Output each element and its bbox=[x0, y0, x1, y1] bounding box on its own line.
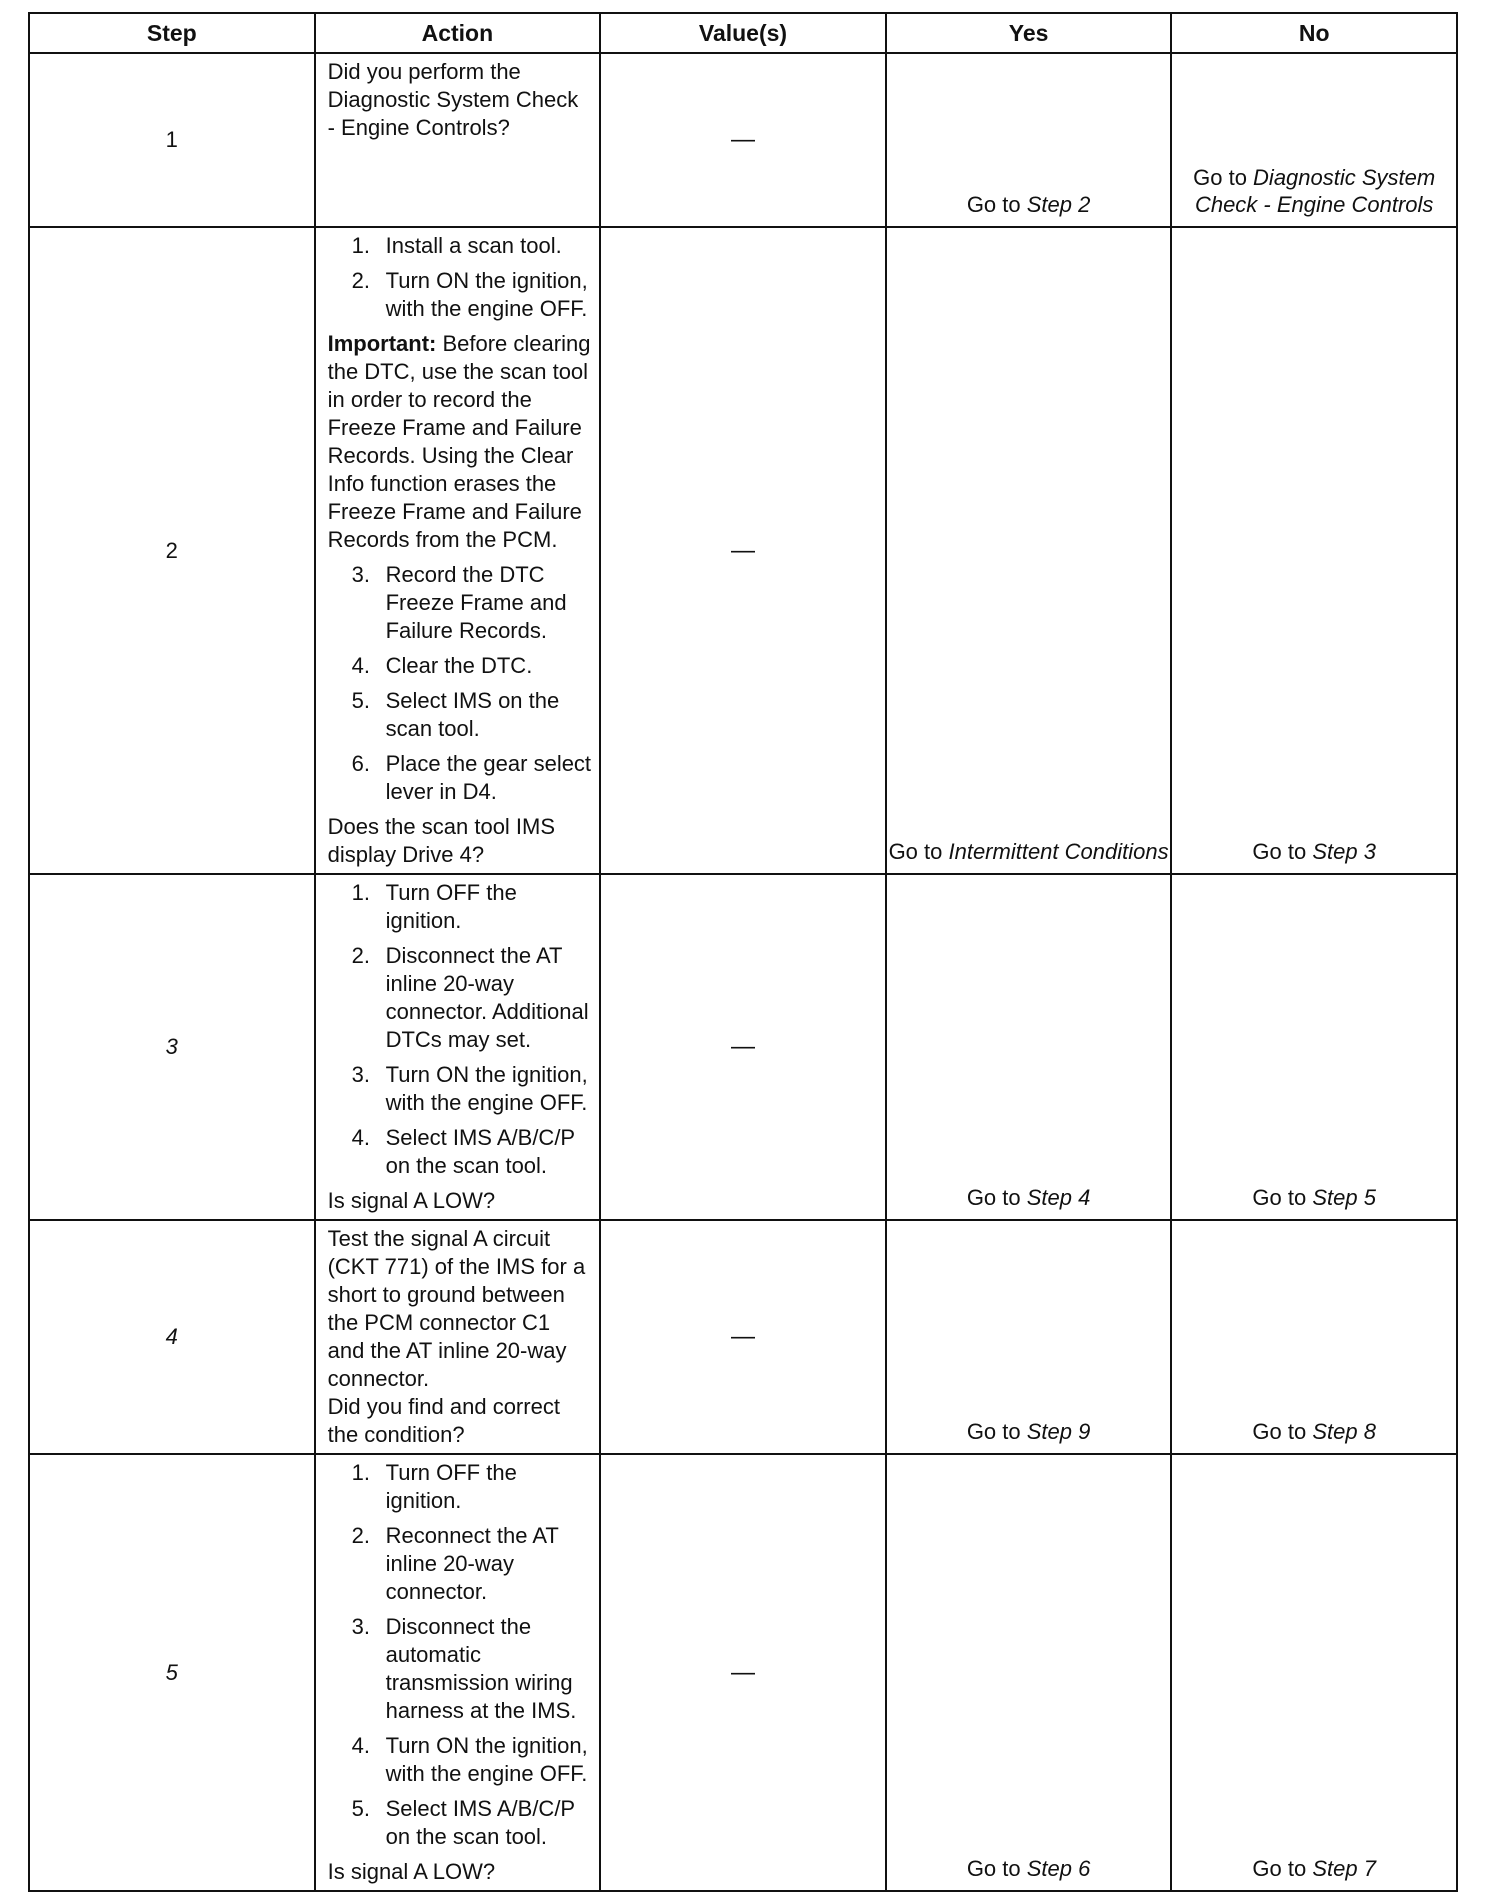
table-row bbox=[29, 53, 1457, 227]
action-question: Did you find and correct the condition? bbox=[327, 1394, 560, 1447]
action-step: 6. Place the gear select lever in D4. bbox=[351, 751, 592, 804]
no-prefix: Go to bbox=[1193, 165, 1254, 190]
no-cell bbox=[1171, 227, 1457, 874]
no-prefix: Go to bbox=[1252, 1419, 1313, 1444]
yes-link[interactable]: Step 4 bbox=[1026, 1185, 1091, 1210]
action-step: 2. Disconnect the AT inline 20-way connector. Additional DTCs may set. bbox=[351, 943, 589, 1052]
no-prefix: Go to bbox=[1252, 1856, 1313, 1881]
action-question: Is signal A LOW? bbox=[327, 1859, 496, 1884]
yes-link[interactable]: Intermittent Conditions bbox=[948, 839, 1169, 864]
step-number: 3 bbox=[29, 874, 315, 1220]
action-step: 2. Turn ON the ignition, with the engine OFF. bbox=[351, 268, 588, 321]
header-action: Action bbox=[315, 13, 601, 53]
action-steps bbox=[328, 1459, 592, 1851]
header-row bbox=[29, 13, 1457, 53]
yes-cell bbox=[886, 1454, 1172, 1891]
no-prefix: Go to bbox=[1252, 839, 1313, 864]
action-step: 4. Turn ON the ignition, with the engine OFF. bbox=[351, 1733, 588, 1786]
action-text: Test the signal A circuit (CKT 771) of the IMS for a short to ground between the PCM connector C1 and the AT inline 20-way connector. bbox=[327, 1226, 586, 1391]
action-question: Is signal A LOW? bbox=[327, 1188, 496, 1213]
value-cell: — bbox=[600, 1220, 886, 1454]
yes-link[interactable]: Step 9 bbox=[1026, 1419, 1091, 1444]
yes-cell bbox=[886, 1220, 1172, 1454]
action-step: 3. Disconnect the automatic transmission wiring harness at the IMS. bbox=[351, 1614, 577, 1723]
table-row bbox=[29, 874, 1457, 1220]
action-cell bbox=[315, 227, 601, 874]
no-cell bbox=[1171, 1454, 1457, 1891]
yes-link[interactable]: Step 6 bbox=[1026, 1856, 1091, 1881]
value-cell: — bbox=[600, 53, 886, 227]
table-row bbox=[29, 227, 1457, 874]
yes-cell bbox=[886, 53, 1172, 227]
yes-prefix: Go to bbox=[966, 1856, 1027, 1881]
yes-prefix: Go to bbox=[966, 1185, 1027, 1210]
step-number: 4 bbox=[29, 1220, 315, 1454]
header-values: Value(s) bbox=[600, 13, 886, 53]
header-yes: Yes bbox=[886, 13, 1172, 53]
action-step: 3. Record the DTC Freeze Frame and Failure Records. bbox=[351, 562, 567, 643]
action-step: 1. Turn OFF the ignition. bbox=[351, 880, 517, 933]
table-row bbox=[29, 1454, 1457, 1891]
no-link[interactable]: Diagnostic System Check - Engine Controls bbox=[1194, 165, 1436, 217]
action-steps bbox=[328, 561, 592, 806]
action-cell bbox=[315, 874, 601, 1220]
yes-prefix: Go to bbox=[888, 839, 949, 864]
important-note bbox=[328, 330, 592, 554]
action-step: 3. Turn ON the ignition, with the engine OFF. bbox=[351, 1062, 588, 1115]
action-cell bbox=[315, 53, 601, 227]
action-step: 5. Select IMS A/B/C/P on the scan tool. bbox=[351, 1796, 575, 1849]
no-link[interactable]: Step 5 bbox=[1312, 1185, 1376, 1210]
action-step: 2. Reconnect the AT inline 20-way connector. bbox=[351, 1523, 559, 1604]
header-step: Step bbox=[29, 13, 315, 53]
action-step: 1. Turn OFF the ignition. bbox=[351, 1460, 517, 1513]
no-link[interactable]: Step 8 bbox=[1312, 1419, 1376, 1444]
action-step: 1. Install a scan tool. bbox=[351, 233, 562, 258]
action-question: Does the scan tool IMS display Drive 4? bbox=[327, 814, 556, 867]
action-steps bbox=[328, 232, 592, 323]
header-no: No bbox=[1171, 13, 1457, 53]
step-number: 1 bbox=[29, 53, 315, 227]
important-label: Important: bbox=[327, 331, 437, 356]
action-cell bbox=[315, 1220, 601, 1454]
yes-link[interactable]: Step 2 bbox=[1026, 192, 1091, 217]
value-cell: — bbox=[600, 1454, 886, 1891]
action-step: 5. Select IMS on the scan tool. bbox=[351, 688, 560, 741]
value-cell: — bbox=[600, 227, 886, 874]
action-step: 4. Clear the DTC. bbox=[351, 653, 533, 678]
value-cell: — bbox=[600, 874, 886, 1220]
no-prefix: Go to bbox=[1252, 1185, 1313, 1210]
important-text: Before clearing the DTC, use the scan tool in order to record the Freeze Frame and Failure Records. Using the Clear Info function erases the Freeze Frame and Failure Records from the PCM. bbox=[327, 331, 591, 552]
yes-cell bbox=[886, 874, 1172, 1220]
action-steps bbox=[328, 879, 592, 1180]
no-link[interactable]: Step 7 bbox=[1312, 1856, 1376, 1881]
diagnostic-table bbox=[28, 12, 1458, 1892]
no-cell bbox=[1171, 874, 1457, 1220]
no-link[interactable]: Step 3 bbox=[1312, 839, 1376, 864]
action-cell bbox=[315, 1454, 601, 1891]
yes-prefix: Go to bbox=[966, 1419, 1027, 1444]
no-cell bbox=[1171, 1220, 1457, 1454]
step-number: 2 bbox=[29, 227, 315, 874]
action-step: 4. Select IMS A/B/C/P on the scan tool. bbox=[351, 1125, 575, 1178]
yes-prefix: Go to bbox=[966, 192, 1027, 217]
action-text: Did you perform the Diagnostic System Check - Engine Controls? bbox=[327, 59, 579, 140]
yes-cell bbox=[886, 227, 1172, 874]
step-number: 5 bbox=[29, 1454, 315, 1891]
no-cell bbox=[1171, 53, 1457, 227]
table-row bbox=[29, 1220, 1457, 1454]
